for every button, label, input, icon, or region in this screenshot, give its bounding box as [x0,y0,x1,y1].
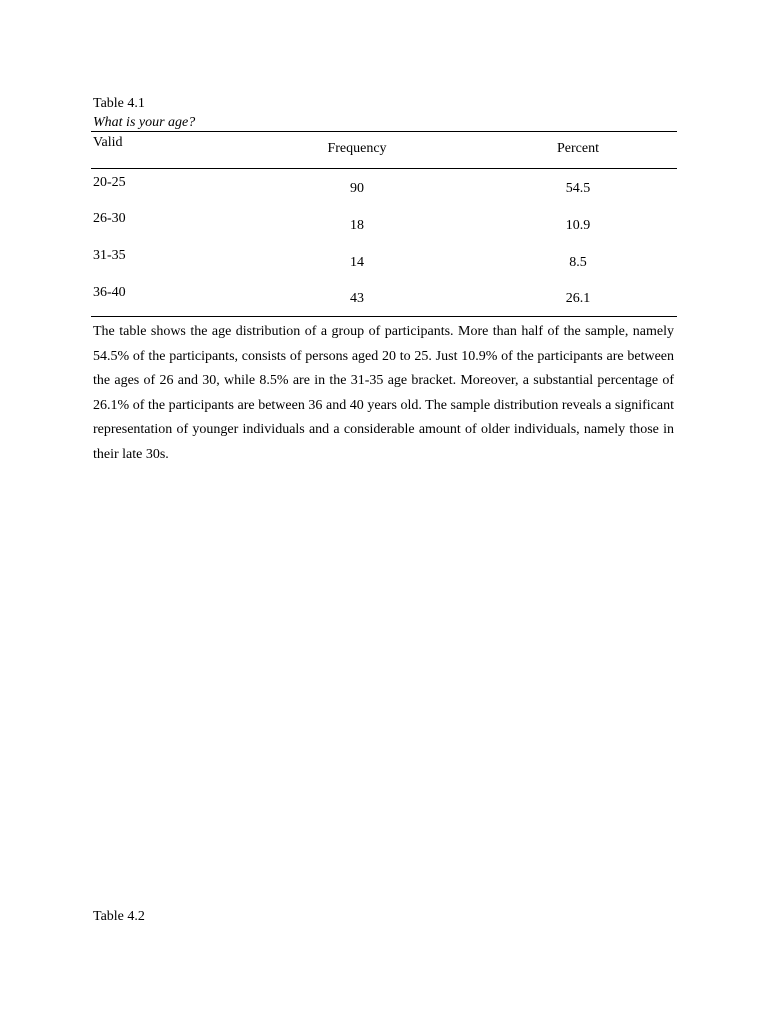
row-age: 26-30 [93,211,126,226]
row-frequency: 43 [350,291,364,306]
header-valid: Valid [93,135,123,150]
row-frequency: 18 [350,218,364,233]
table-bottom-rule [91,316,677,317]
row-age: 31-35 [93,248,126,263]
table-top-rule [91,131,677,132]
row-frequency: 14 [350,255,364,270]
header-percent: Percent [557,141,599,156]
table-header-rule [91,168,677,169]
table-label: Table 4.1 [93,96,145,111]
row-frequency: 90 [350,181,364,196]
body-paragraph: The table shows the age distribution of a group of participants. More than half of the sample, namely 54.5% of the participants, consists of persons aged 20 to 25. Just 10.9% of the participants are between the ages of 26 and 30, while 8.5% are in the 31-35 age bracket. Moreover, a substantial percentage of 26.1% of the participants are between 36 and 40 years old. The sample distribution reveals a significant representation of younger individuals and a considerable amount of older individuals, namely those in their late 30s. [93,324,674,462]
row-age: 20-25 [93,175,126,190]
row-percent: 8.5 [569,255,587,270]
row-percent: 26.1 [565,291,591,306]
header-frequency: Frequency [327,141,387,156]
table-caption: What is your age? [93,115,196,130]
row-age: 36-40 [93,285,126,300]
row-percent: 10.9 [565,218,591,233]
row-percent: 54.5 [565,181,591,196]
table-label-next: Table 4.2 [93,909,145,924]
